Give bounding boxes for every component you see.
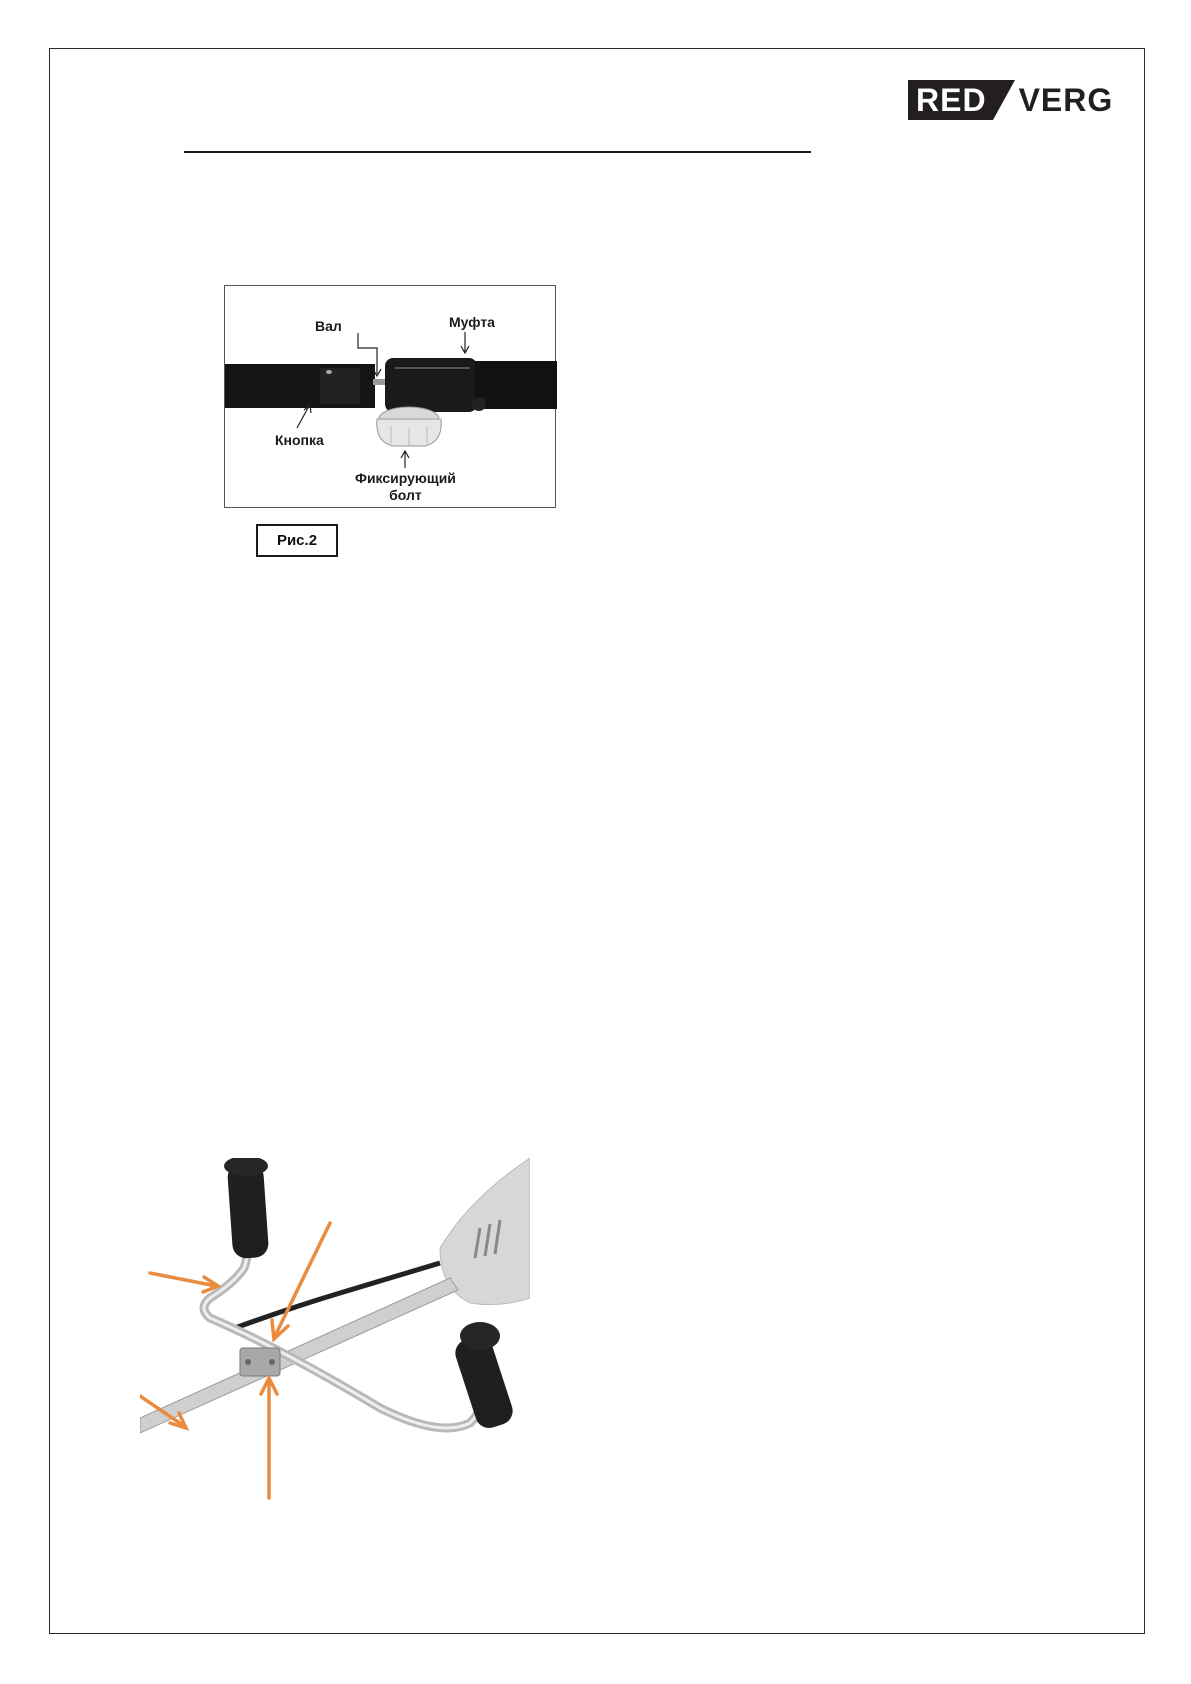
figure-2-photo bbox=[224, 285, 556, 508]
label-locking-bolt bbox=[355, 470, 456, 504]
throttle-cable bbox=[235, 1263, 440, 1328]
pipe-end bbox=[320, 368, 360, 404]
release-button-dot bbox=[326, 370, 332, 374]
label-button: Кнопка bbox=[275, 432, 324, 448]
label-locking-bolt-line2: болт bbox=[389, 487, 422, 503]
heading-underline bbox=[184, 151, 811, 153]
left-grip bbox=[227, 1162, 270, 1259]
right-grip-cap bbox=[460, 1322, 500, 1350]
figure-2-caption: Рис.2 bbox=[256, 524, 338, 557]
upper-pipe bbox=[475, 361, 557, 409]
redverg-logo bbox=[908, 80, 1114, 120]
arrow-clamp-top bbox=[275, 1223, 330, 1336]
bike-handle-illustration bbox=[140, 1158, 530, 1508]
figure-3-handle-photo bbox=[140, 1158, 530, 1508]
label-shaft: Вал bbox=[315, 318, 342, 334]
logo-verg-part: VERG bbox=[1018, 82, 1114, 118]
coupling-housing bbox=[385, 358, 477, 412]
coupling-screw bbox=[472, 397, 486, 411]
button-callout bbox=[297, 406, 309, 428]
logo-red-part: RED bbox=[908, 80, 993, 120]
drive-shaft bbox=[373, 379, 385, 385]
label-locking-bolt-line1: Фиксирующий bbox=[355, 470, 456, 486]
label-coupling: Муфта bbox=[449, 314, 495, 330]
main-shaft-tube bbox=[140, 1278, 458, 1433]
